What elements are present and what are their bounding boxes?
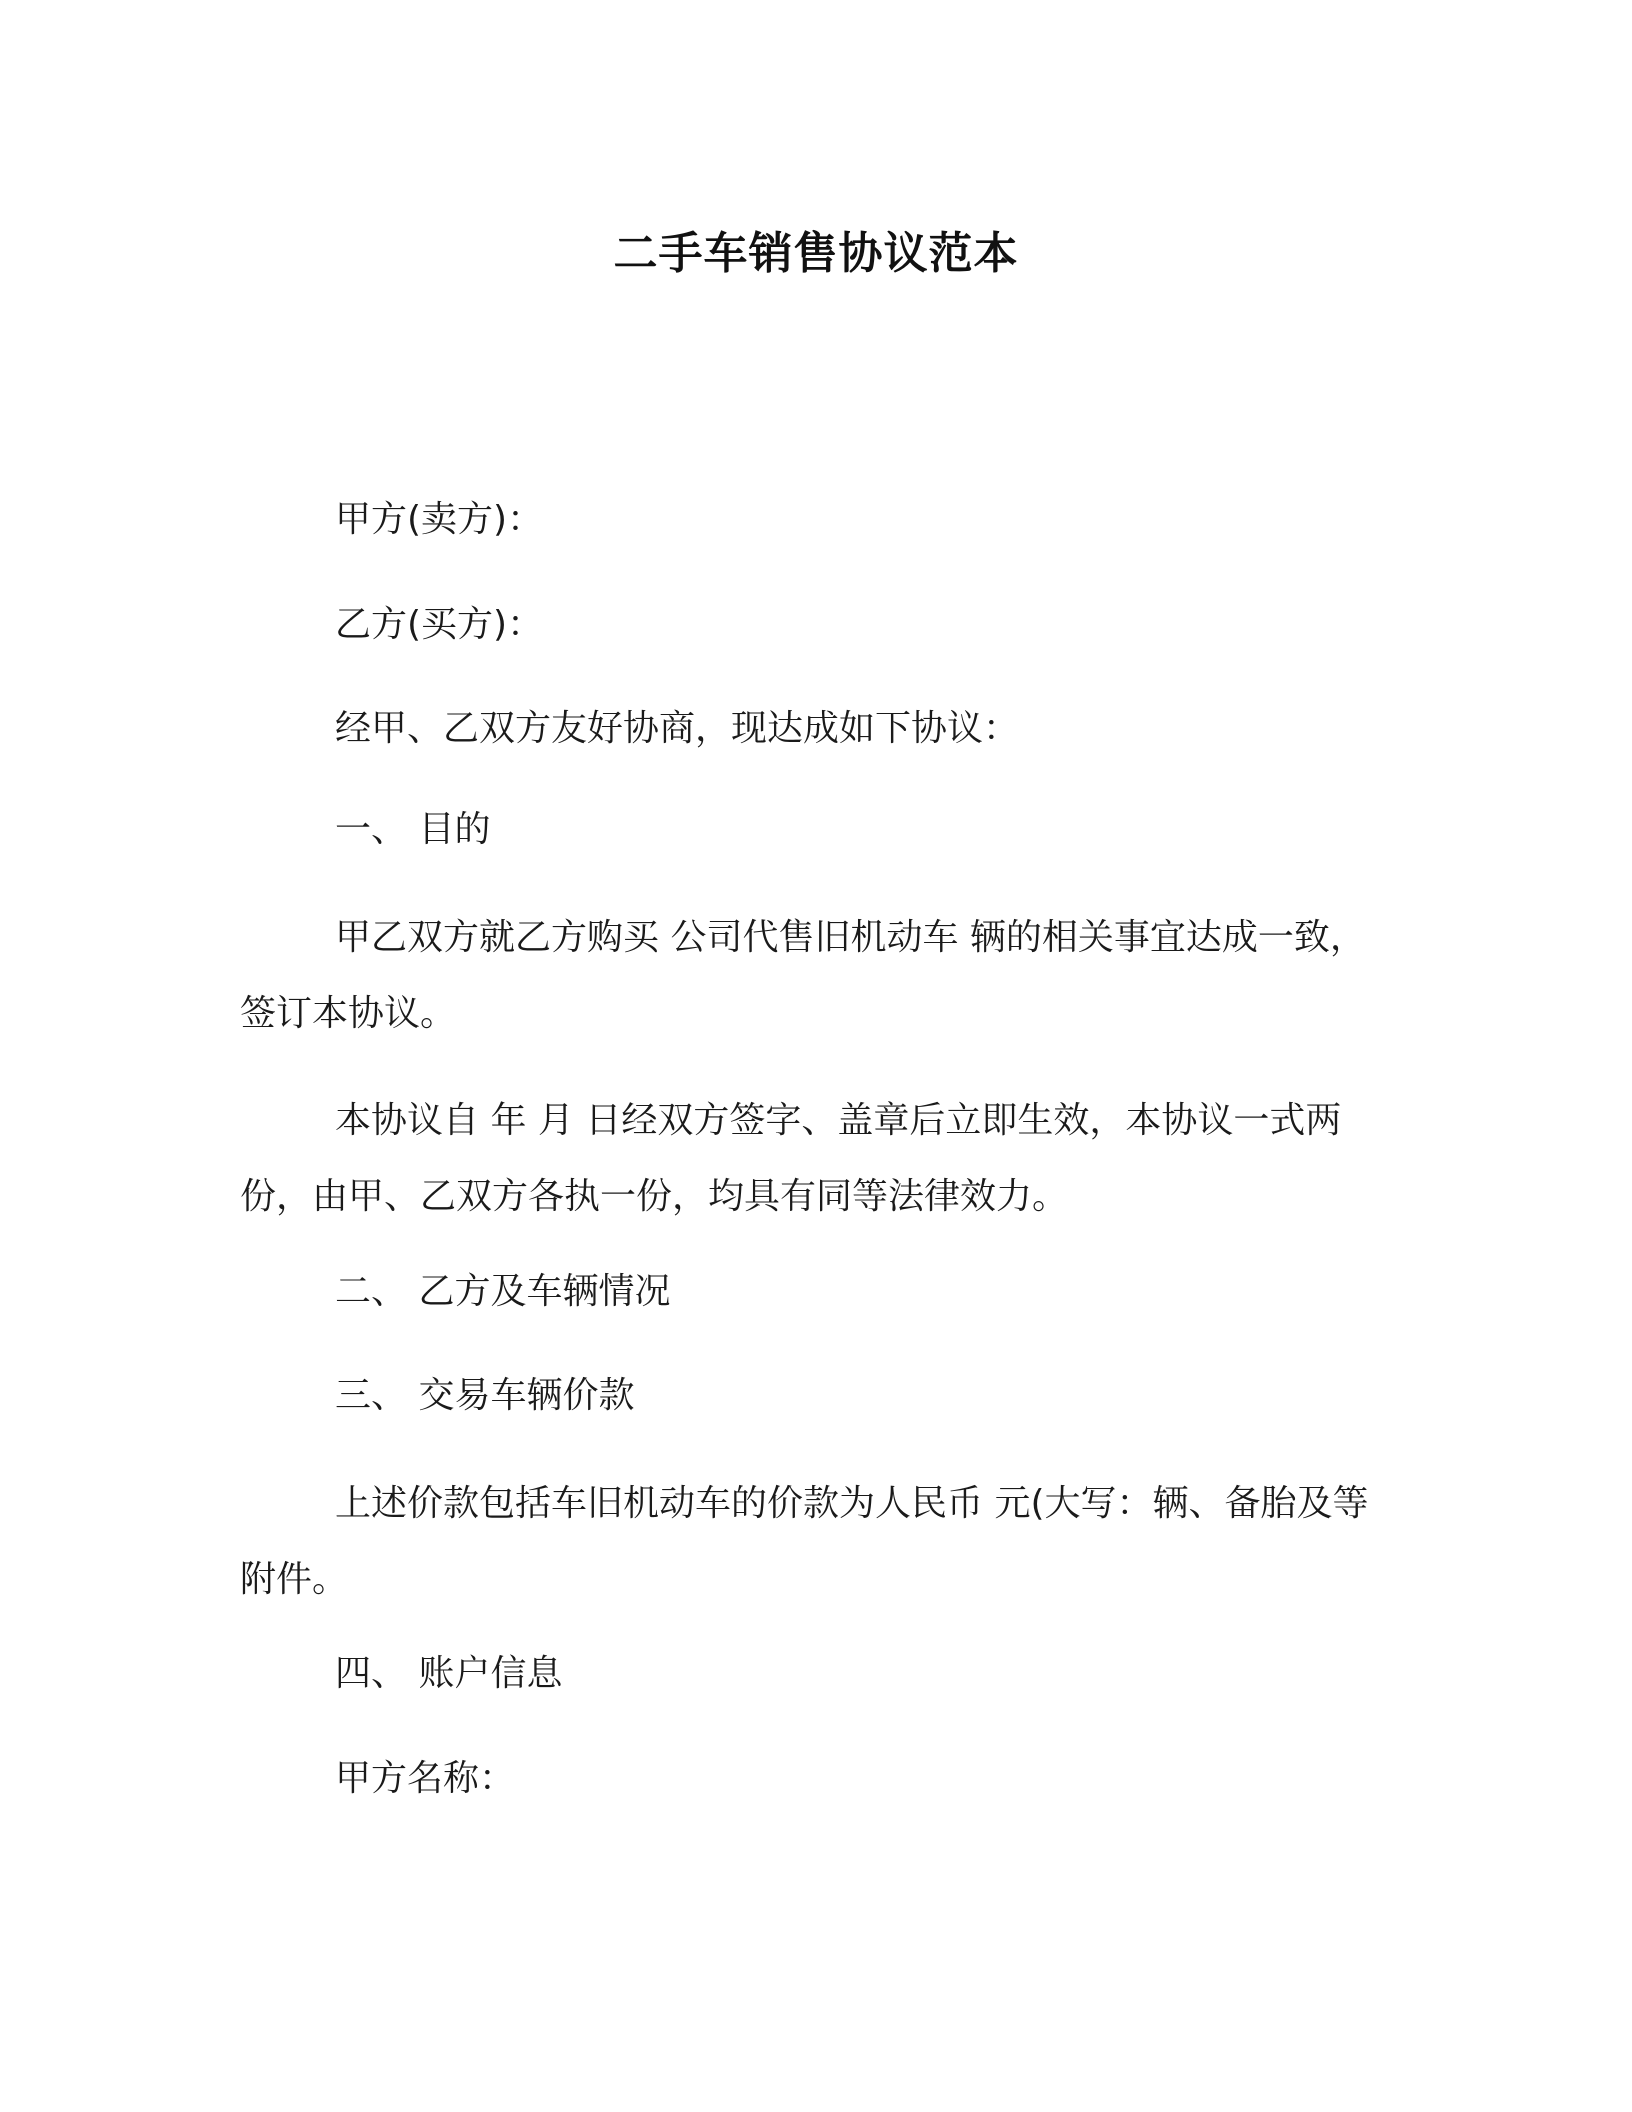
document-title: 二手车销售协议范本 xyxy=(613,228,1019,279)
section-1-paragraph-2: 本协议自 年 月 日经双方签字、盖章后立即生效，本协议一式两份，由甲、乙双方各执一份，均具有同等法律效力。 xyxy=(240,1100,1342,1217)
party-b-line: 乙方(买方)： xyxy=(335,604,544,645)
section-3-paragraph-1: 上述价款包括车旧机动车的价款为人民币 元(大写：辆、备胎及等附件。 xyxy=(240,1483,1369,1600)
section-1-paragraph-1: 甲乙双方就乙方购买 公司代售旧机动车 辆的相关事宜达成一致，签订本协议。 xyxy=(240,917,1366,1034)
section-4-heading: 四、 账户信息 xyxy=(335,1653,563,1694)
section-3-heading: 三、 交易车辆价款 xyxy=(335,1375,635,1416)
party-a-name-line: 甲方名称： xyxy=(335,1758,516,1799)
preamble: 经甲、乙双方友好协商，现达成如下协议： xyxy=(335,708,1020,749)
section-2-heading: 二、 乙方及车辆情况 xyxy=(335,1271,671,1312)
section-1-heading: 一、 目的 xyxy=(335,809,491,850)
party-a-line: 甲方(卖方)： xyxy=(335,499,544,540)
